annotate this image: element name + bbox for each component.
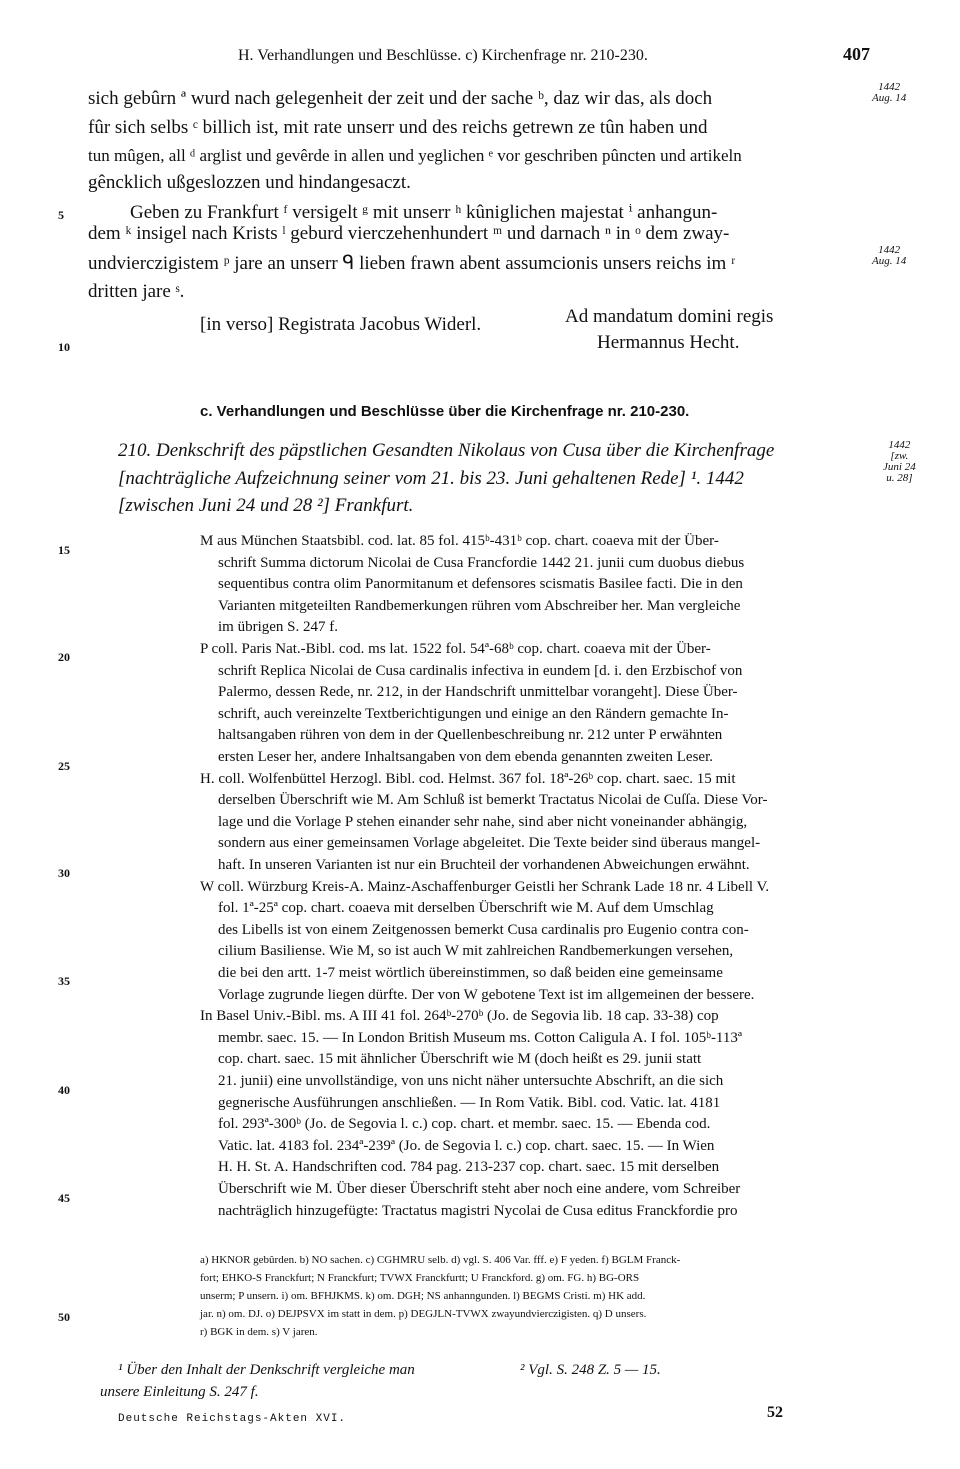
apparatus-line: r) BGK in dem. s) V jaren. (200, 1326, 318, 1338)
margin-day: Aug. 14 (872, 92, 907, 104)
line-number: 45 (58, 1191, 70, 1205)
line-number: 30 (58, 866, 70, 880)
source-line: haft. In unseren Varianten ist nur ein Bruchteil der vorhandenen Abweichungen erwähnt. (218, 857, 750, 873)
text-line: Geben zu Frankfurt ᶠ versigelt ᵍ mit unserr ʰ kûniglichen majestat ⁱ anhangun- (130, 202, 718, 223)
document-title: 210. Denkschrift des päpstlichen Gesandten Nikolaus von Cusa über die Kirchenfrage (118, 440, 775, 461)
line-number: 20 (58, 650, 70, 664)
text-line: dem ᵏ insigel nach Krists ˡ geburd vierczehenhundert ᵐ und darnach ⁿ in ᵒ dem zway- (88, 223, 730, 244)
verso-note: [in verso] Registrata Jacobus Widerl. (200, 314, 482, 335)
source-line: Vorlage zugrunde liegen dürfte. Der von W gebotene Text ist im allgemeinen der bessere. (218, 987, 755, 1003)
source-line: M aus München Staatsbibl. cod. lat. 85 fol. 415ᵇ-431ᵇ cop. chart. coaeva mit der Über- (200, 533, 719, 549)
source-line: fol. 293ª-300ᵇ (Jo. de Segovia l. c.) cop. chart. et membr. saec. 15. — Ebenda cod. (218, 1116, 711, 1132)
margin-day: Juni 24 (883, 461, 916, 473)
line-number: 50 (58, 1310, 70, 1324)
source-line: schrift Summa dictorum Nicolai de Cusa Francfordie 1442 21. junii cum duobus diebus (218, 555, 745, 571)
footnote-1-cont: unsere Einleitung S. 247 f. (100, 1384, 259, 1400)
source-line: ersten Leser her, andere Inhaltsangaben von dem ebenda genannten zweiten Leser. (218, 749, 714, 765)
line-number: 25 (58, 759, 70, 773)
source-line: H. H. St. A. Handschriften cod. 784 pag. 213-237 cop. chart. saec. 15 mit derselben (218, 1159, 720, 1175)
line-number: 35 (58, 974, 70, 988)
signature-line: Ad mandatum domini regis (565, 306, 774, 327)
footnote-1: ¹ Über den Inhalt der Denkschrift vergleiche man (118, 1362, 415, 1378)
source-line: In Basel Univ.-Bibl. ms. A III 41 fol. 264ᵇ-270ᵇ (Jo. de Segovia lib. 18 cap. 33-38) cop (200, 1008, 719, 1024)
footer-series: Deutsche Reichstags-Akten XVI. (118, 1413, 347, 1425)
source-line: sequentibus contra olim Panormitanum et defensores scismatis Basilee facti. Die in den (218, 576, 743, 592)
source-line: die bei den artt. 1-7 meist wörtlich übereinstimmen, so daß beiden eine gemeinsame (218, 965, 723, 981)
margin-range: [zw. (890, 450, 909, 462)
source-line: Überschrift wie M. Über dieser Überschrift steht aber noch eine andere, vom Schreiber (218, 1181, 741, 1197)
source-line: Varianten mitgeteilten Randbemerkungen rühren vom Abschreiber her. Man vergleiche (218, 598, 741, 614)
text-line: sich gebûrn ª wurd nach gelegenheit der zeit und der sache ᵇ, daz wir das, als doch (88, 88, 713, 109)
section-heading: c. Verhandlungen und Beschlüsse über die Kirchenfrage nr. 210-230. (200, 403, 690, 420)
margin-date (872, 82, 906, 104)
text-line: fûr sich selbs ᶜ billich ist, mit rate unserr und des reichs getrewn ze tûn haben und (88, 117, 708, 138)
source-line: 21. junii) eine unvollständige, von uns nicht näher untersuchte Abschrift, an die sich (218, 1073, 724, 1089)
source-line: des Libells ist von einem Zeitgenossen bemerkt Cusa cardinalis pro Eugenio contra con- (218, 922, 749, 938)
text-line: dritten jare ˢ. (88, 281, 185, 302)
source-line: sondern aus einer gemeinsamen Vorlage abgeleitet. Die Texte beider sind überaus mangel- (218, 835, 761, 851)
source-line: derselben Überschrift wie M. Am Schluß ist bemerkt Tractatus Nicolai de Cuſſa. Diese Vor- (218, 792, 768, 808)
running-head: H. Verhandlungen und Beschlüsse. c) Kirchenfrage nr. 210-230. (238, 47, 648, 64)
apparatus-line: fort; EHKO-S Franckfurt; N Franckfurt; TVWX Franckfurtt; U Franckford. g) om. FG. h) BG-ORS (200, 1272, 640, 1284)
text-line: tun mûgen, all ᵈ arglist und gevêrde in allen und yeglichen ᵉ vor geschriben pûncten und artikeln (88, 146, 742, 165)
source-line: Palermo, dessen Rede, nr. 212, in der Handschrift unmittelbar vorangeht]. Diese Über- (218, 684, 738, 700)
line-number: 10 (58, 340, 70, 354)
source-line: P coll. Paris Nat.-Bibl. cod. ms lat. 1522 fol. 54ª-68ᵇ cop. chart. coaeva mit der Über- (200, 641, 711, 657)
signature-name: Hermannus Hecht. (597, 332, 740, 353)
line-number: 5 (58, 208, 64, 222)
apparatus-line: a) HKNOR gebûrden. b) NO sachen. c) CGHMRU selb. d) vgl. S. 406 Var. fff. e) F yeden. f) BGLM Franck- (200, 1254, 681, 1266)
source-line: W coll. Würzburg Kreis-A. Mainz-Aschaffenburger Geistli her Schrank Lade 18 nr. 4 Libell V. (200, 879, 770, 895)
document-title: [nachträgliche Aufzeichnung seiner vom 21. bis 23. Juni gehaltenen Rede] ¹. 1442 (118, 468, 744, 489)
page-number-bottom: 52 (767, 1404, 783, 1421)
source-line: Vatic. lat. 4183 fol. 234ª-239ª (Jo. de Segovia l. c.) cop. chart. saec. 15. — In Wien (218, 1138, 715, 1154)
source-line: cilium Basiliense. Wie M, so ist auch W mit zahlreichen Randbemerkungen versehen, (218, 943, 734, 959)
source-line: H. coll. Wolfenbüttel Herzogl. Bibl. cod. Helmst. 367 fol. 18ª-26ᵇ cop. chart. saec. 15 mit (200, 771, 736, 787)
source-line: membr. saec. 15. — In London British Museum ms. Cotton Caligula A. I fol. 105ᵇ-113ª (218, 1030, 743, 1046)
margin-year: 1442 (878, 81, 901, 93)
line-number: 15 (58, 543, 70, 557)
source-line: cop. chart. saec. 15 mit ähnlicher Überschrift wie M (doch heißt es 29. junii statt (218, 1051, 702, 1067)
source-line: schrift, auch vereinzelte Textberichtigungen und einige an den Rändern gemachte In- (218, 706, 729, 722)
source-line: nachträglich hinzugefügte: Tractatus magistri Nycolai de Cusa editus Franckfordie pro (218, 1203, 738, 1219)
page-number-top: 407 (843, 44, 870, 64)
apparatus-line: unserm; P unsern. i) om. BFHJKMS. k) om. DGH; NS anhanngunden. l) BEGMS Cristi. m) HK add. (200, 1290, 646, 1302)
document-title: [zwischen Juni 24 und 28 ²] Frankfurt. (118, 495, 414, 516)
source-line: gegnerische Ausführungen anschließen. — In Rom Vatik. Bibl. cod. Vatic. lat. 4181 (218, 1095, 721, 1111)
source-line: haltsangaben rühren von dem in der Quellenbeschreibung nr. 212 unter P erwähnten (218, 727, 723, 743)
margin-year: 1442 (878, 244, 901, 256)
margin-day: Aug. 14 (872, 255, 907, 267)
source-line: fol. 1ª-25ª cop. chart. coaeva mit derselben Überschrift wie M. Auf dem Umschlag (218, 900, 714, 916)
footnote-2: ² Vgl. S. 248 Z. 5 — 15. (520, 1362, 661, 1378)
text-line: gêncklich ußgeslozzen und hindangesaczt. (88, 172, 411, 193)
source-line: im übrigen S. 247 f. (218, 619, 338, 635)
apparatus-line: jar. n) om. DJ. o) DEJPSVX im statt in dem. p) DEGJLN-TVWX zwayundvierczigisten. q) D unsers. (200, 1308, 647, 1320)
source-line: schrift Replica Nicolai de Cusa cardinalis infectiva in eundem [d. i. den Erzbischof von (218, 663, 743, 679)
margin-date (883, 440, 916, 484)
margin-year: 1442 (888, 439, 911, 451)
source-line: lage und die Vorlage P stehen einander sehr nahe, sind aber nicht voneinander abhängig, (218, 814, 748, 830)
line-number: 40 (58, 1083, 70, 1097)
margin-date (872, 245, 906, 267)
margin-day: u. 28] (886, 472, 913, 484)
text-line: undvierczigistem ᵖ jare an unserr ᑫ lieben frawn abent assumcionis unsers reichs im ʳ (88, 253, 736, 274)
